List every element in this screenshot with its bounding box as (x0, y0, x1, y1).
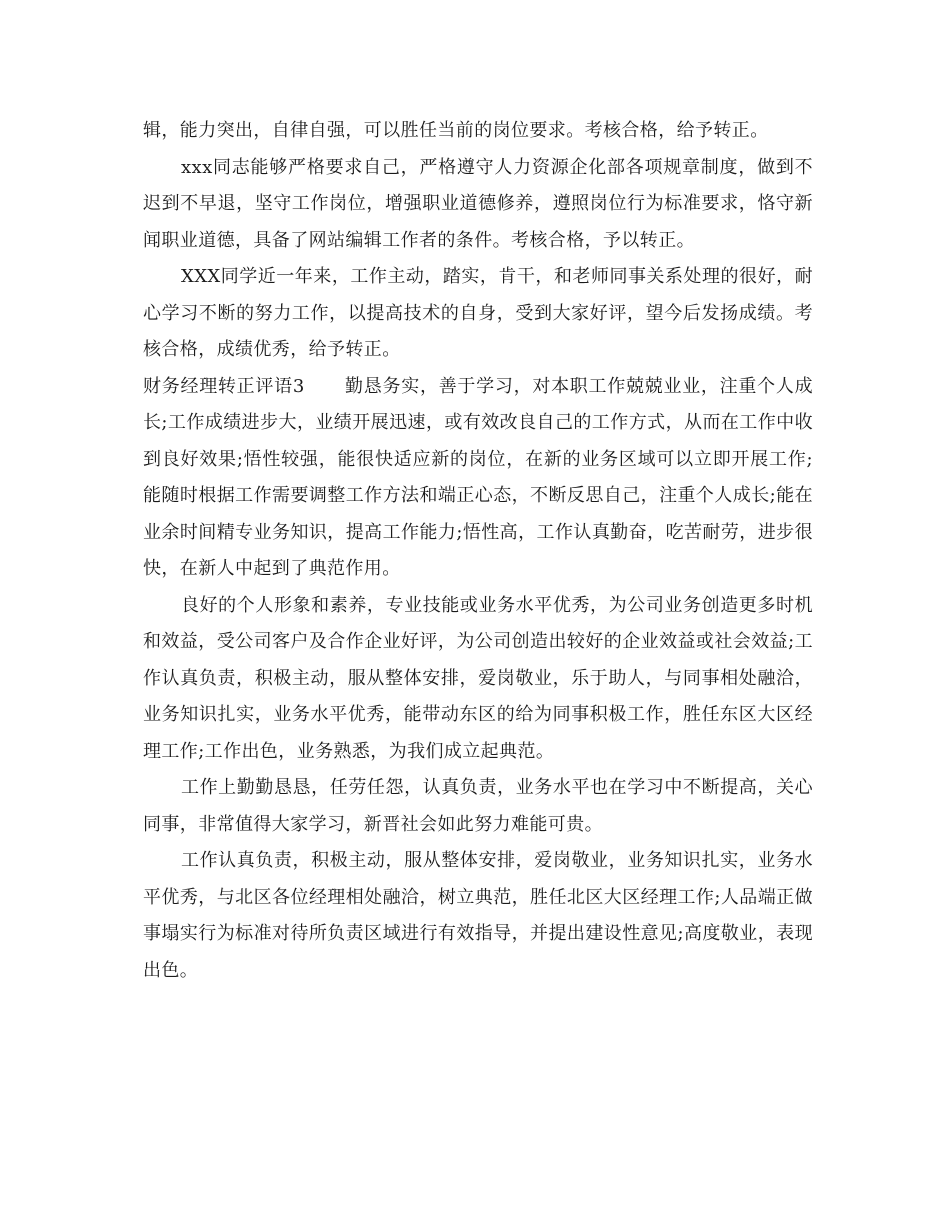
paragraph-1: 辑，能力突出，自律自强，可以胜任当前的岗位要求。考核合格，给予转正。 (143, 120, 769, 141)
document-body (143, 113, 813, 989)
section-title: 财务经理转正评语3 (143, 375, 305, 397)
paragraph-2: xxx同志能够严格要求自己，严格遵守人力资源企化部各项规章制度，做到不迟到不早退，坚守工作岗位，增强职业道德修养，遵照岗位行为标准要求，恪守新闻职业道德，具备了网站编辑工作者的条件。考核合格，予以转正。 (143, 156, 813, 251)
paragraph-3: XXX同学近一年来，工作主动，踏实，肯干，和老师同事关系处理的很好，耐心学习不断的努力工作，以提高技术的自身，受到大家好评，望今后发扬成绩。考核合格，成绩优秀，给予转正。 (143, 266, 813, 360)
paragraph-4 (143, 369, 813, 588)
paragraph-4-text: 勤恳务实，善于学习，对本职工作兢兢业业，注重个人成长;工作成绩进步大，业绩开展迅速，或有效改良自己的工作方式，从而在工作中收到良好效果;悟性较强，能很快适应新的岗位，在新的业务区域可以立即开展工作;能随时根据工作需要调整工作方法和端正心态，不断反思自己，注重个人成长;能在业余时间精专业务知识，提高工作能力;悟性高，工作认真勤奋，吃苦耐劳，进步很快，在新人中起到了典范作用。 (143, 375, 813, 579)
paragraph-7: 工作认真负责，积极主动，服从整体安排，爱岗敬业，业务知识扎实，业务水平优秀，与北区各位经理相处融洽，树立典范，胜任北区大区经理工作;人品端正做事塌实行为标准对待所负责区域进行有效指导，并提出建设性意见;高度敬业，表现出色。 (143, 850, 813, 981)
paragraph-6: 工作上勤勤恳恳，任劳任怨，认真负责，业务水平也在学习中不断提高，关心同事，非常值得大家学习，新晋社会如此努力难能可贵。 (143, 777, 813, 835)
paragraph-5: 良好的个人形象和素养，专业技能或业务水平优秀，为公司业务创造更多时机和效益，受公司客户及合作企业好评，为公司创造出较好的企业效益或社会效益;工作认真负责，积极主动，服从整体安排，爱岗敬业，乐于助人，与同事相处融洽，业务知识扎实，业务水平优秀，能带动东区的给为同事积极工作，胜任东区大区经理工作;工作出色，业务熟悉，为我们成立起典范。 (143, 594, 813, 762)
